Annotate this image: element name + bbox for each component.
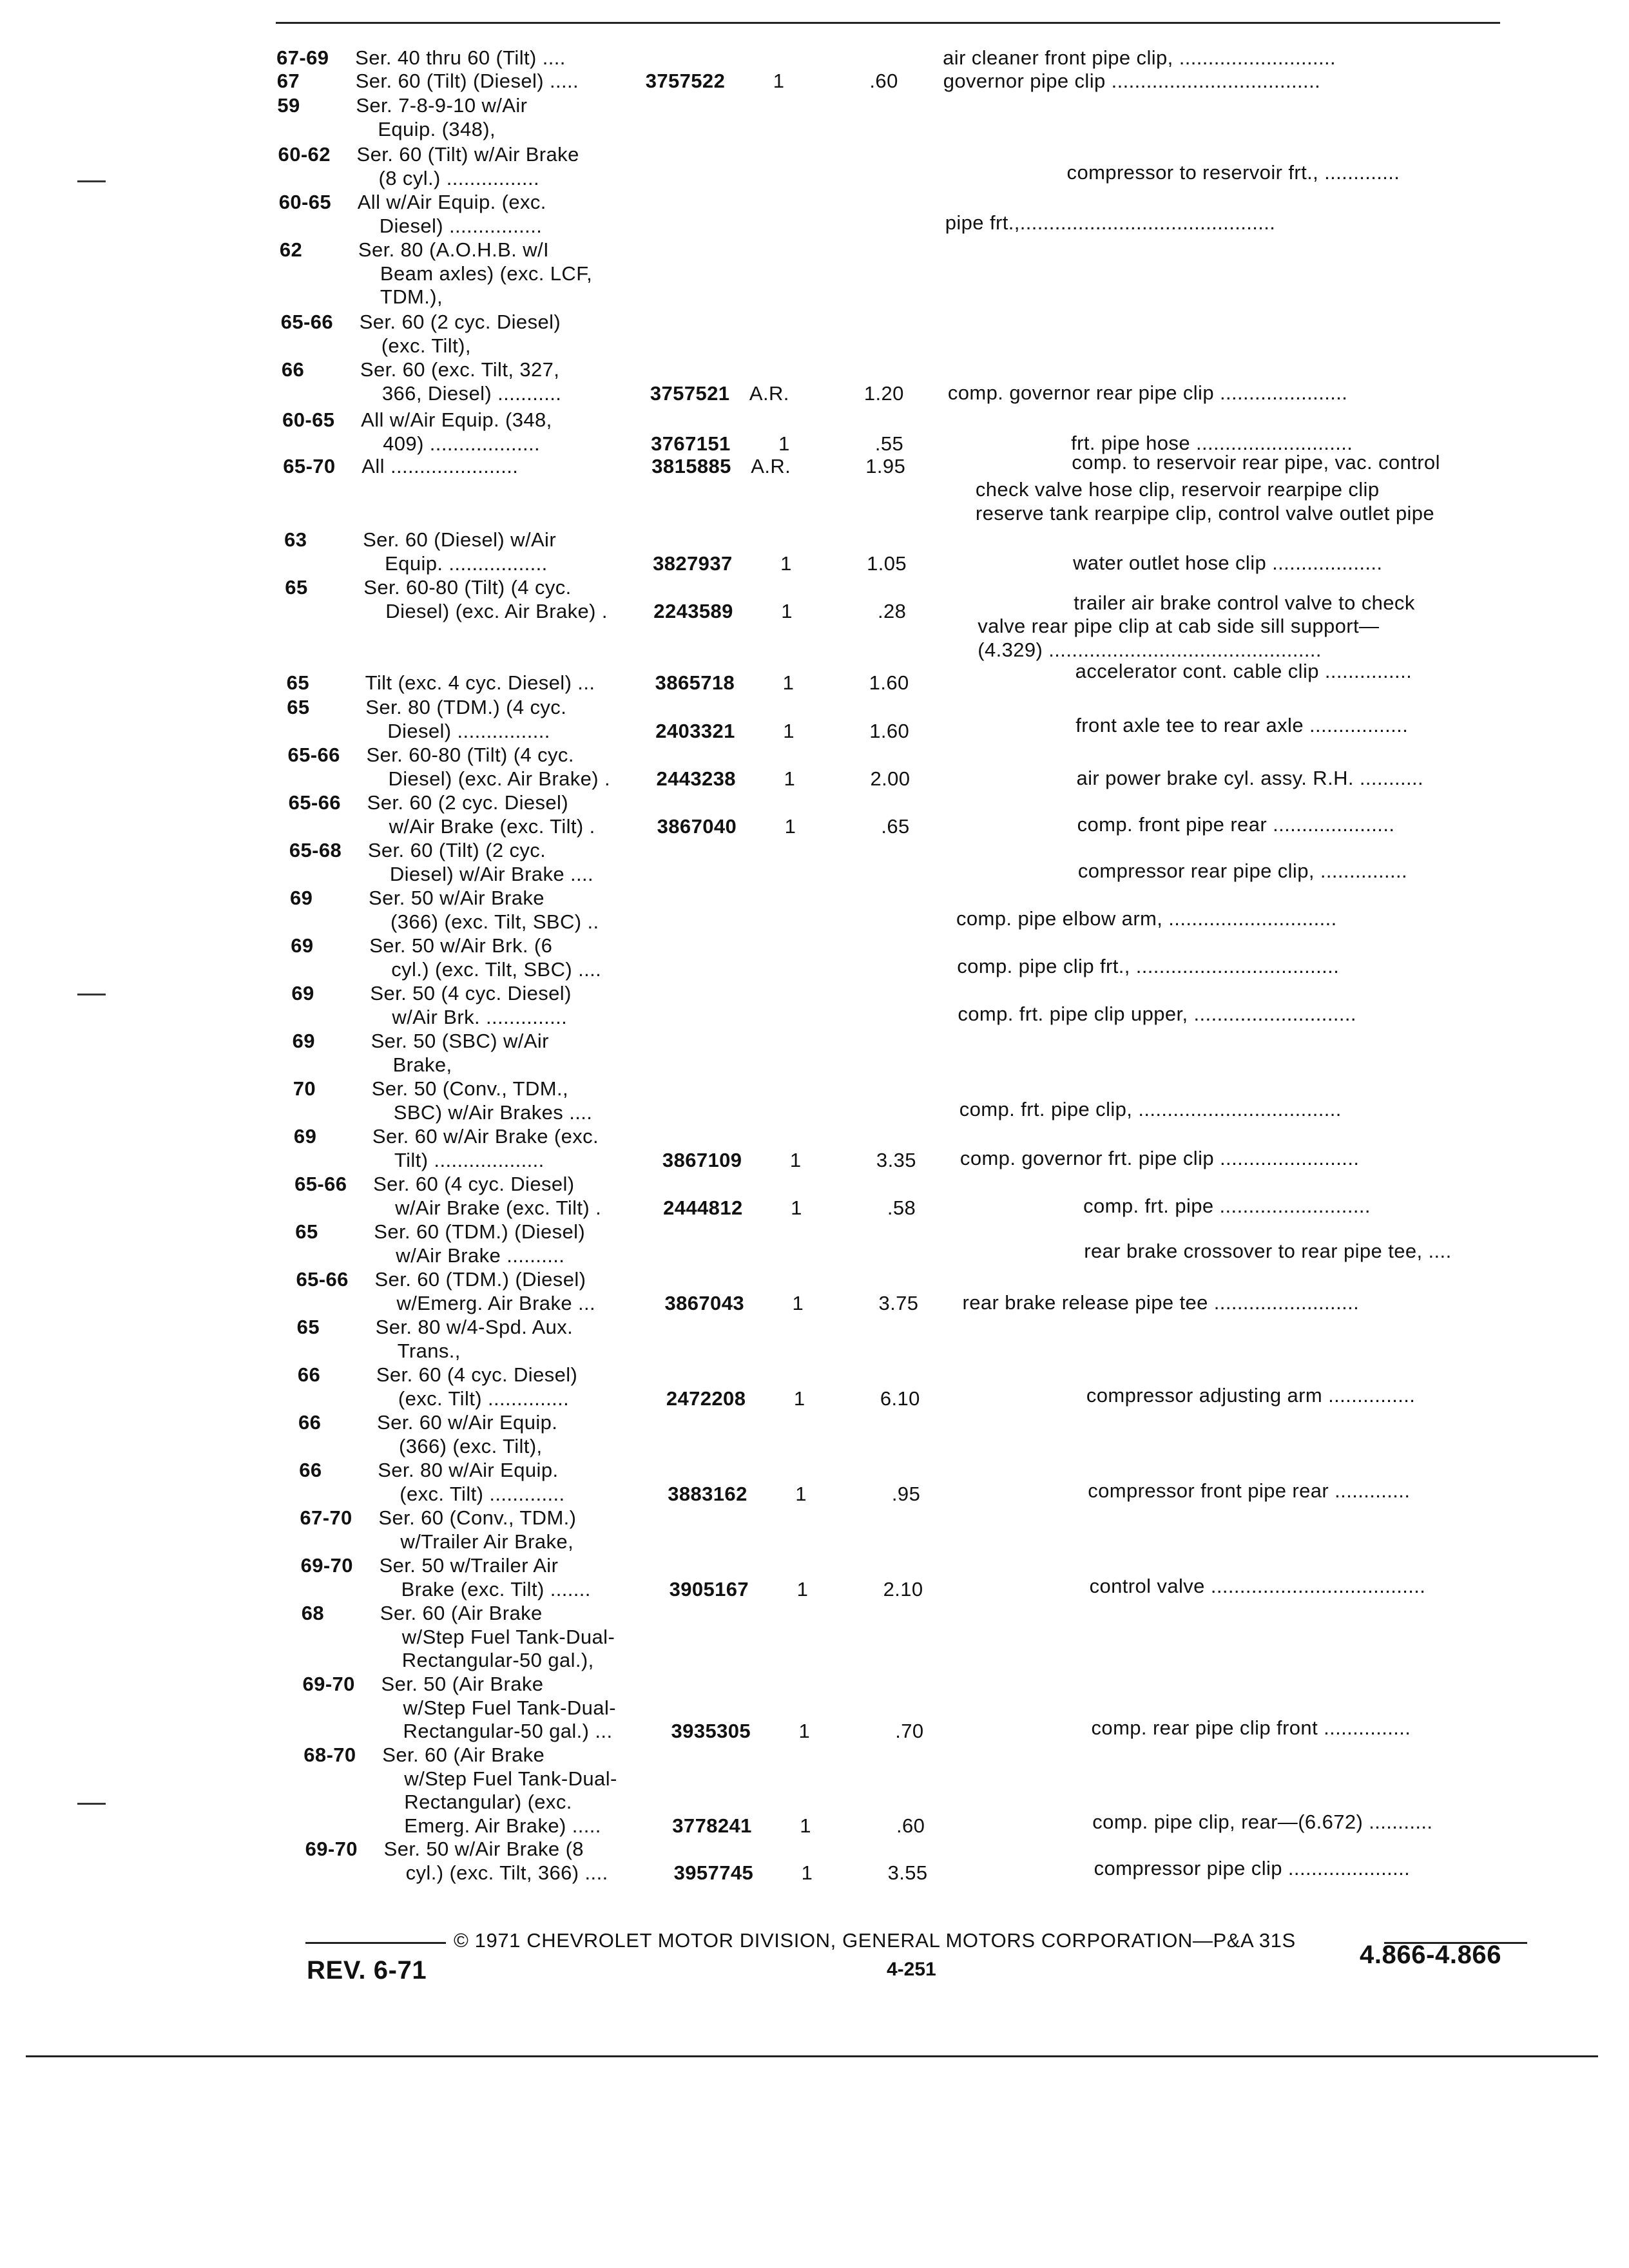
application-desc-line: w/Air Brake .......... <box>396 1244 565 1267</box>
model-year: 66 <box>299 1459 322 1481</box>
part-description-line: comp. pipe clip frt., ................................... <box>957 955 1340 977</box>
price: 1.60 <box>869 671 909 694</box>
application-desc-line: Ser. 50 (Air Brake <box>381 1673 544 1695</box>
quantity: 1 <box>792 1291 804 1314</box>
application-desc-line: (exc. Tilt) .............. <box>398 1387 570 1410</box>
price: 3.55 <box>887 1861 928 1884</box>
bottom-rule <box>26 2055 1598 2057</box>
part-number: 2443238 <box>656 767 736 790</box>
application-desc-line: Ser. 50 w/Air Brake <box>369 887 545 909</box>
application-desc-line: Ser. 60-80 (Tilt) (4 cyc. <box>366 744 574 766</box>
model-year: 65-66 <box>296 1268 349 1291</box>
application-desc-line: All w/Air Equip. (exc. <box>357 191 546 213</box>
price: 1.05 <box>867 552 907 575</box>
application-desc-line: Ser. 60 (exc. Tilt, 327, <box>360 358 560 381</box>
price: .65 <box>881 814 910 838</box>
model-year: 60-65 <box>278 191 332 213</box>
part-number: 3815885 <box>651 455 731 477</box>
margin-tick <box>77 994 106 995</box>
part-description-line: compressor pipe clip ..................... <box>1094 1857 1411 1879</box>
quantity: 1 <box>801 1861 813 1884</box>
application-desc-line: cyl.) (exc. Tilt, 366) .... <box>405 1861 608 1884</box>
application-desc-line: w/Step Fuel Tank-Dual- <box>404 1767 617 1790</box>
application-desc-line: Ser. 80 (A.O.H.B. w/I <box>358 238 550 261</box>
part-number: 2403321 <box>655 719 735 742</box>
model-year: 65 <box>285 576 308 599</box>
part-description-line: pipe frt.,............................................ <box>945 211 1276 234</box>
part-description-line: front axle tee to rear axle ................. <box>1075 714 1409 736</box>
top-rule <box>276 22 1500 24</box>
application-desc-line: Trans., <box>397 1339 461 1362</box>
application-desc-line: w/Step Fuel Tank-Dual- <box>401 1625 615 1648</box>
part-number: 3767151 <box>651 432 731 455</box>
quantity: 1 <box>784 767 796 790</box>
application-desc-line: Ser. 60 (2 cyc. Diesel) <box>367 791 569 814</box>
quantity: 1 <box>782 671 795 694</box>
part-number: 3867040 <box>657 814 737 838</box>
model-year: 65 <box>287 696 310 718</box>
quantity: 1 <box>793 1387 805 1410</box>
application-desc-line: Ser. 60 (4 cyc. Diesel) <box>373 1173 575 1195</box>
price: .95 <box>891 1482 921 1505</box>
part-number: 2472208 <box>666 1387 746 1410</box>
application-desc-line: Diesel) ................ <box>379 214 543 237</box>
application-desc-line: All w/Air Equip. (348, <box>361 408 552 431</box>
application-desc-line: Brake (exc. Tilt) ....... <box>401 1577 591 1600</box>
copyright-notice: © 1971 CHEVROLET MOTOR DIVISION, GENERAL MOTORS CORPORATION—P&A 31S <box>454 1929 1296 1952</box>
application-desc-line: Ser. 50 w/Air Brake (8 <box>383 1838 584 1860</box>
application-desc-line: Ser. 60 (Tilt) w/Air Brake <box>356 143 579 166</box>
quantity: 1 <box>783 719 795 742</box>
application-desc-line: Brake, <box>392 1053 452 1076</box>
price: 1.95 <box>865 455 906 477</box>
margin-tick <box>77 1803 106 1805</box>
part-description-line: comp. governor rear pipe clip ...................... <box>947 381 1348 404</box>
part-number: 3827937 <box>653 552 733 575</box>
model-year: 65 <box>296 1316 320 1338</box>
application-desc-line: Ser. 50 (SBC) w/Air <box>371 1030 549 1052</box>
model-year: 59 <box>277 94 300 117</box>
price: 2.10 <box>883 1577 923 1600</box>
application-desc-line: w/Step Fuel Tank-Dual- <box>403 1696 616 1719</box>
part-description-line: comp. to reservoir rear pipe, vac. control <box>1072 451 1440 474</box>
application-desc-line: Ser. 40 thru 60 (Tilt) .... <box>355 46 566 69</box>
page-number: 4-251 <box>887 1959 936 1980</box>
part-description-line: governor pipe clip .................................... <box>943 70 1321 92</box>
application-desc-line: Ser. 80 (TDM.) (4 cyc. <box>365 696 567 718</box>
part-number: 3757521 <box>650 381 730 405</box>
model-year: 66 <box>281 358 305 381</box>
part-number: 3867109 <box>662 1148 742 1171</box>
model-year: 67 <box>276 70 300 92</box>
part-description-line: air cleaner front pipe clip, ........................... <box>943 46 1336 69</box>
part-number: 3935305 <box>671 1720 751 1742</box>
application-desc-line: Ser. 50 w/Air Brk. (6 <box>369 934 553 957</box>
application-desc-line: Ser. 60 (Conv., TDM.) <box>378 1506 577 1529</box>
model-year: 65-66 <box>280 311 333 333</box>
price: 6.10 <box>880 1387 920 1410</box>
application-desc-line: (exc. Tilt), <box>381 334 471 357</box>
application-desc-line: Ser. 60 (TDM.) (Diesel) <box>374 1268 586 1291</box>
application-desc-line: Ser. 60 (TDM.) (Diesel) <box>374 1220 586 1243</box>
application-desc-line: Ser. 60 (2 cyc. Diesel) <box>359 311 561 333</box>
quantity: A.R. <box>749 381 789 405</box>
application-desc-line: Ser. 60 w/Air Equip. <box>377 1411 558 1434</box>
application-desc-line: Diesel) (exc. Air Brake) . <box>388 767 611 790</box>
part-description-line: trailer air brake control valve to check <box>1074 591 1415 614</box>
application-desc-line: Ser. 60 (Tilt) (Diesel) ..... <box>355 70 579 92</box>
model-year: 69 <box>291 982 314 1004</box>
part-description-line: rear brake release pipe tee ......................... <box>962 1291 1360 1314</box>
application-desc-line: SBC) w/Air Brakes .... <box>393 1100 593 1124</box>
model-year: 65-66 <box>288 791 341 814</box>
part-number: 3778241 <box>672 1814 752 1837</box>
application-desc-line: Ser. 60 w/Air Brake (exc. <box>372 1125 599 1148</box>
application-desc-line: w/Air Brk. .............. <box>392 1005 568 1028</box>
part-description-line: control valve ..................................... <box>1089 1575 1426 1597</box>
application-desc-line: Ser. 50 w/Trailer Air <box>379 1554 559 1577</box>
part-number: 2243589 <box>653 599 733 622</box>
quantity: 1 <box>796 1577 809 1600</box>
part-description-line: comp. pipe elbow arm, ............................. <box>956 907 1337 930</box>
model-year: 69 <box>292 1030 315 1052</box>
model-year: 60-65 <box>282 408 335 431</box>
quantity: 1 <box>798 1720 811 1742</box>
part-description-line: water outlet hose clip ................... <box>1073 552 1383 574</box>
margin-tick <box>77 180 106 182</box>
application-desc-line: Ser. 80 w/4-Spd. Aux. <box>375 1316 574 1338</box>
application-desc-line: Ser. 60 (4 cyc. Diesel) <box>376 1363 578 1386</box>
price: .58 <box>887 1196 916 1219</box>
application-desc-line: Ser. 60-80 (Tilt) (4 cyc. <box>363 576 572 599</box>
part-number: 2444812 <box>663 1196 743 1219</box>
model-year: 68 <box>301 1602 325 1624</box>
model-year: 65-68 <box>289 839 342 861</box>
part-number: 3883162 <box>668 1482 747 1505</box>
quantity: 1 <box>784 814 796 838</box>
application-desc-line: w/Trailer Air Brake, <box>400 1530 574 1553</box>
model-year: 65 <box>286 671 309 694</box>
part-description-line: valve rear pipe clip at cab side sill support— <box>978 615 1380 637</box>
quantity: 1 <box>781 599 793 622</box>
price: .55 <box>874 432 904 455</box>
model-year: 67-70 <box>300 1506 352 1529</box>
model-year: 62 <box>279 238 303 261</box>
application-desc-line: w/Emerg. Air Brake ... <box>396 1291 596 1314</box>
application-desc-line: Equip. ................. <box>385 552 548 575</box>
application-desc-line: Diesel) ................ <box>387 719 550 742</box>
application-desc-line: 366, Diesel) ........... <box>381 381 562 405</box>
application-desc-line: TDM.), <box>380 285 443 308</box>
part-description-line: frt. pipe hose ........................... <box>1071 432 1353 454</box>
application-desc-line: Diesel) w/Air Brake .... <box>389 862 594 885</box>
part-description-line: compressor adjusting arm ............... <box>1086 1384 1416 1407</box>
model-year: 66 <box>298 1411 322 1434</box>
application-desc-line: Tilt (exc. 4 cyc. Diesel) ... <box>365 671 595 694</box>
model-year: 69-70 <box>300 1554 353 1577</box>
model-year: 66 <box>297 1363 321 1386</box>
model-year: 69 <box>290 887 313 909</box>
part-description-line: comp. pipe clip, rear—(6.672) ........... <box>1092 1811 1433 1833</box>
part-number: 3867043 <box>664 1291 744 1314</box>
application-desc-line: (366) (exc. Tilt, SBC) .. <box>390 910 599 933</box>
application-desc-line: Ser. 7-8-9-10 w/Air <box>356 94 528 117</box>
model-year: 60-62 <box>278 143 331 166</box>
price: .28 <box>878 599 907 622</box>
application-desc-line: Ser. 50 (Conv., TDM., <box>371 1077 569 1100</box>
model-year: 69 <box>291 934 314 957</box>
price: 1.20 <box>863 381 904 405</box>
price: .60 <box>869 70 898 92</box>
quantity: 1 <box>780 552 792 575</box>
quantity: 1 <box>795 1482 807 1505</box>
quantity: 1 <box>789 1148 802 1171</box>
part-number: 3957745 <box>673 1861 754 1884</box>
application-desc-line: w/Air Brake (exc. Tilt) . <box>395 1196 602 1219</box>
quantity: 1 <box>778 432 790 455</box>
price: .70 <box>895 1720 924 1742</box>
price: 3.35 <box>876 1148 916 1171</box>
model-year: 65-66 <box>287 744 340 766</box>
part-number: 3865718 <box>655 671 735 694</box>
quantity: 1 <box>800 1814 811 1837</box>
quantity: 1 <box>791 1196 802 1219</box>
part-number: 3905167 <box>669 1577 749 1600</box>
part-description-line: comp. frt. pipe .......................... <box>1083 1195 1371 1217</box>
application-desc-line: Ser. 80 w/Air Equip. <box>378 1459 559 1481</box>
application-desc-line: Ser. 60 (Tilt) (2 cyc. <box>367 839 546 861</box>
application-desc-line: cyl.) (exc. Tilt, SBC) .... <box>391 957 602 981</box>
model-year: 69 <box>293 1125 317 1148</box>
application-desc-line: Rectangular-50 gal.), <box>401 1649 594 1671</box>
application-desc-line: Ser. 50 (4 cyc. Diesel) <box>370 982 572 1004</box>
model-year: 69-70 <box>305 1838 358 1860</box>
application-desc-line: All ...................... <box>361 455 519 477</box>
quantity: A.R. <box>751 455 791 477</box>
part-description-line: comp. frt. pipe clip, ................................... <box>959 1098 1342 1120</box>
application-desc-line: Tilt) ................... <box>394 1148 545 1171</box>
part-description-line: reserve tank rearpipe clip, control valve outlet pipe <box>975 501 1435 524</box>
price: 2.00 <box>870 767 911 790</box>
model-year: 63 <box>284 528 307 551</box>
model-year: 65-66 <box>294 1173 347 1195</box>
model-year: 67-69 <box>276 46 329 69</box>
footer-rule-left <box>305 1942 446 1944</box>
part-number: 3757522 <box>645 70 726 92</box>
application-desc-line: Ser. 60 (Air Brake <box>380 1602 543 1624</box>
part-description-line: (4.329) ............................................... <box>978 638 1322 661</box>
application-desc-line: Ser. 60 (Diesel) w/Air <box>363 528 557 551</box>
model-year: 65-70 <box>283 455 336 477</box>
application-desc-line: Beam axles) (exc. LCF, <box>380 262 593 285</box>
revision-label: REV. 6-71 <box>307 1956 427 1984</box>
part-description-line: compressor to reservoir frt., ............. <box>1066 161 1400 184</box>
application-desc-line: Rectangular) (exc. <box>404 1791 572 1813</box>
group-number: 4.866-4.866 <box>1360 1941 1502 1969</box>
part-description-line: comp. frt. pipe clip upper, ............................ <box>958 1003 1356 1025</box>
price: 1.60 <box>869 719 910 742</box>
application-desc-line: (8 cyl.) ................ <box>378 166 539 189</box>
application-desc-line: Diesel) (exc. Air Brake) . <box>385 599 608 622</box>
application-desc-line: Emerg. Air Brake) ..... <box>404 1814 601 1837</box>
application-desc-line: Ser. 60 (Air Brake <box>382 1744 545 1766</box>
application-desc-line: Equip. (348), <box>378 117 496 140</box>
part-description-line: accelerator cont. cable clip ............... <box>1075 660 1412 682</box>
part-description-line: air power brake cyl. assy. R.H. ........... <box>1076 767 1424 789</box>
model-year: 70 <box>293 1077 316 1100</box>
model-year: 69-70 <box>302 1673 355 1695</box>
part-description-line: comp. rear pipe clip front ............... <box>1091 1716 1411 1739</box>
part-description-line: comp. front pipe rear ..................... <box>1077 813 1395 836</box>
application-desc-line: 409) ................... <box>383 432 541 455</box>
application-desc-line: Rectangular-50 gal.) ... <box>403 1720 613 1742</box>
part-description-line: comp. governor frt. pipe clip ........................ <box>959 1147 1360 1169</box>
quantity: 1 <box>773 70 785 92</box>
application-desc-line: (exc. Tilt) ............. <box>400 1482 565 1505</box>
part-description-line: compressor rear pipe clip, ............... <box>1077 860 1408 882</box>
part-description-line: check valve hose clip, reservoir rearpipe clip <box>975 478 1380 501</box>
model-year: 65 <box>295 1220 318 1243</box>
part-description-line: rear brake crossover to rear pipe tee, .... <box>1084 1240 1452 1262</box>
price: .60 <box>896 1814 925 1837</box>
part-description-line: compressor front pipe rear ............. <box>1088 1479 1411 1502</box>
price: 3.75 <box>878 1291 919 1314</box>
model-year: 68-70 <box>304 1744 356 1766</box>
application-desc-line: w/Air Brake (exc. Tilt) . <box>389 814 595 838</box>
application-desc-line: (366) (exc. Tilt), <box>399 1434 543 1457</box>
